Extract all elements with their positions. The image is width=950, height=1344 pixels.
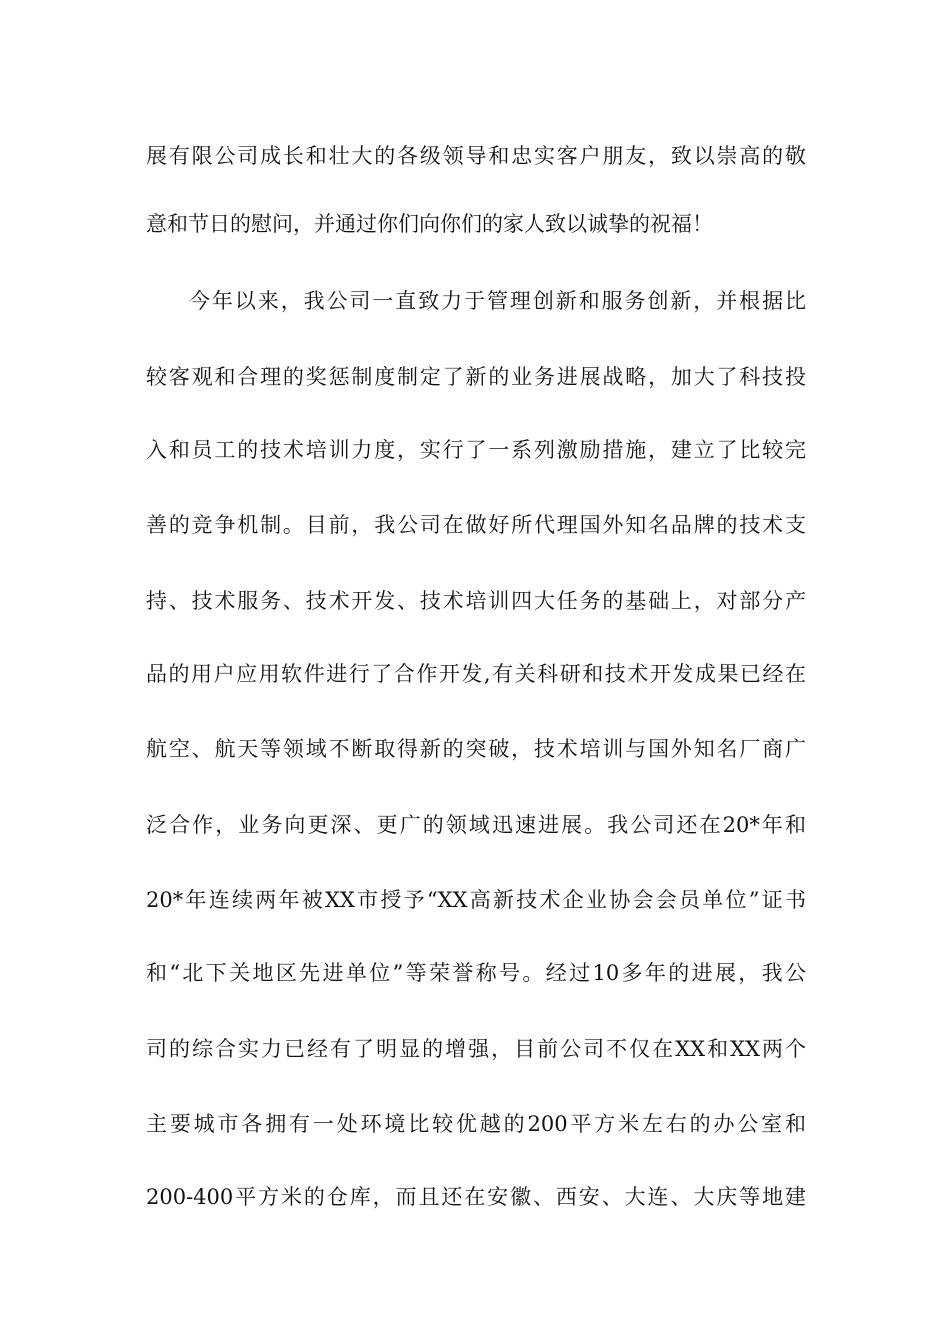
paragraph-line: 入和员工的技术培训力度，实行了一系列激励措施，建立了比较完 [146, 438, 806, 462]
paragraph-line: 今年以来，我公司一直致力于管理创新和服务创新，并根据比 [189, 289, 806, 313]
paragraph-line: 航空、航天等领域不断取得新的突破，技术培训与国外知名厂商广 [146, 737, 806, 761]
paragraph-line: 展有限公司成长和壮大的各级领导和忠实客户朋友，致以崇高的敬 [146, 144, 806, 168]
paragraph-line: 主要城市各拥有一处环境比较优越的200平方米左右的办公室和 [146, 1112, 806, 1136]
paragraph-line: 意和节日的慰问，并通过你们向你们的家人致以诚挚的祝福！ [146, 212, 713, 236]
paragraph-line: 和“北下关地区先进单位”等荣誉称号。经过10多年的进展，我公 [146, 961, 806, 985]
paragraph-line: 较客观和合理的奖惩制度制定了新的业务进展战略，加大了科技投 [146, 365, 806, 389]
paragraph-line: 200-400平方米的仓库，而且还在安徽、西安、大连、大庆等地建 [146, 1185, 806, 1209]
paragraph-line: 泛合作，业务向更深、更广的领域迅速进展。我公司还在20*年和 [146, 813, 806, 837]
paragraph-line: 司的综合实力已经有了明显的增强，目前公司不仅在XX和XX两个 [146, 1037, 806, 1061]
paragraph-line: 善的竞争机制。目前，我公司在做好所代理国外知名品牌的技术支 [146, 513, 806, 537]
paragraph-line: 品的用户应用软件进行了合作开发,有关科研和技术开发成果已经在 [146, 662, 806, 686]
paragraph-line: 20*年连续两年被XX市授予“XX高新技术企业协会会员单位”证书 [146, 888, 806, 912]
paragraph-line: 持、技术服务、技术开发、技术培训四大任务的基础上，对部分产 [146, 589, 806, 613]
